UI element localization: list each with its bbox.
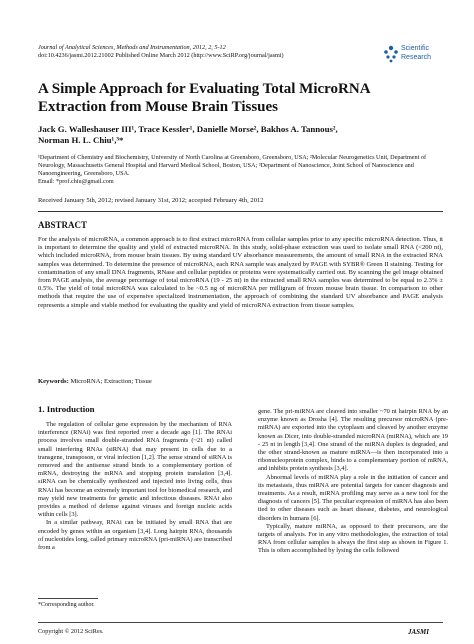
abstract-text: For the analysis of microRNA, a common approach is to first extract microRNA from cellular samples prior to any specific microRNA detection. Thus, it is important to determine the quality and yield of extracted microRNA. In this study, solid-phase extraction was used to isolate small RNA (<200 nt), which included microRNA, from mouse brain tissues. By using standard UV absorbance measurements, the amount of small RNA in the extracted RNA samples was determined. To determine the presence of microRNA, each RNA sample was analyzed by PAGE with SYBR® Green II staining. Testing for contamination of any small DNA fragments, RNase and cellular peptides or proteins were systematically carried out. By scanning the gel image obtained from PAGE analysis, the average percentage of total microRNA (19 - 25 nt) in the extracted small RNA samples was determined to be equal to 2.3% ± 0.5%. The yield of total microRNA was calculated to be ~0.5 ng of microRNA per milligram of frozen mouse brain tissue. In comparison to other methods that require the use of expensive specialized instrumentation, the approach of combining the standard UV absorbance and PAGE analysis represents a simple and viable method for evaluating the quality and yield of microRNA extraction from tissue samples.	[38, 236, 443, 309]
author-email: Email: *prof.chiu@gmail.com	[38, 178, 114, 185]
right-column	[258, 408, 448, 556]
doi-line: doi:10.4236/jasmi.2012.21002 Published Online March 2012 (http://www.SciRP.org/journal/jasmi)	[38, 52, 284, 59]
left-column	[38, 421, 232, 552]
intro-paragraph-2: In a similar pathway, RNAi can be initiated by small RNA that are encoded by genes within an organism [3,4]. Long hairpin RNA, thousands of nucleotides long, called primary microRNA (pri-miRNA) are transcribed from a	[38, 519, 232, 552]
logo-line-1: Scientific	[401, 45, 430, 52]
intro-paragraph-4: Abnormal levels of miRNA play a role in the initiation of cancer and its metastasis, thus miRNA are potential targets for cancer diagnosis and treatments. As a result, miRNA profiling may serve as a new tool for the diagnosis of cancers [5]. The peculiar expression of miRNA has also been tied to other diseases such as heart disease, diabetes, and neurological disorders in humans [6].	[258, 473, 448, 522]
abstract-heading: ABSTRACT	[38, 220, 88, 230]
author-list	[38, 124, 438, 146]
footnote-divider	[38, 598, 98, 599]
logo-line-2: Research	[401, 53, 431, 61]
keywords	[38, 378, 152, 386]
publisher-name	[401, 45, 431, 62]
intro-paragraph-1: The regulation of cellular gene expression by the mechanism of RNA interference (RNAi) was first reported over a decade ago [1]. The RNAi process involves small double-stranded RNA fragments (~21 nt) called small interfering RNAs (siRNA) that may present in cells due to a transgene, transposon, or viral infection [1,2]. The sense strand of siRNA is removed and the antisense strand binds to a complementary portion of mRNA, destroying the mRNA and stopping protein translation [3,4]. siRNA can be chemically synthesized and injected into living cells, thus RNAi has become an extremely important tool for biomedical research, and may yield new treatments for genetic and infectious diseases. RNAi also provides a method of defense against viruses and foreign nucleic acids within cells [3].	[38, 421, 232, 519]
footnote: *Corresponding author.	[38, 602, 95, 608]
introduction-heading: 1. Introduction	[38, 404, 95, 414]
paper-title: A Simple Approach for Evaluating Total MicroRNA Extraction from Mouse Brain Tissues	[38, 81, 370, 115]
affiliations	[38, 154, 443, 186]
intro-paragraph-5: Typically, mature miRNA, as opposed to their precursors, are the targets of analysis. For in any vitro methodologies, the extraction of total RNA from cellular samples is always the first step as shown in Figure 1. This is often accomplished by lysing the cells followed	[258, 522, 448, 555]
journal-header	[38, 44, 284, 60]
affiliation-text: ¹Department of Chemistry and Biochemistry, University of North Carolina at Greensboro, Greensboro, USA; ²Molecular Neurogenetics Unit, Department of Neurology, Massachusetts General Hospital and Harvard Medical School, Boston, USA; ³Department of Nanoscience, Joint School of Nanoscience and Nanoengineering, Greensboro, USA.	[38, 154, 427, 177]
journal-citation: Journal of Analytical Sciences, Methods and Instrumentation, 2012, 2, 5-12	[38, 44, 226, 51]
divider	[38, 211, 443, 212]
journal-abbrev: JASMI	[408, 628, 430, 636]
footer-divider	[38, 622, 443, 623]
scirp-logo-icon	[382, 44, 400, 64]
intro-paragraph-3: gene. The pri-miRNA are cleaved into smaller ~70 nt hairpin RNA by an enzyme known as Drosha [4]. The resulting precursor microRNA (pre-miRNA) are exported into the cytoplasm and cleaved by another enzyme known as Dicer, into double-stranded microRNA (miRNA), which are 19 - 25 nt in length [3,4]. One strand of the miRNA duplex is degraded, and the other strand-known as mature miRNA—is then incorporated into a ribonucleoprotein complex, binds to a complementary portion of mRNA, and inhibits protein synthesis [3,4].	[258, 408, 448, 473]
received-dates: Received January 5th, 2012; revised January 31st, 2012; accepted February 4th, 2012	[38, 197, 264, 204]
authors-line-1: Jack G. Walleshauser III¹, Trace Kessler¹, Danielle Morse², Bakhos A. Tannous²,	[38, 124, 338, 134]
keywords-label: Keywords:	[38, 378, 69, 385]
copyright: Copyright © 2012 SciRes.	[38, 628, 104, 635]
publisher-logo	[382, 44, 446, 66]
authors-line-2: Norman H. L. Chiu¹,³*	[38, 135, 124, 145]
keywords-value: MicroRNA; Extraction; Tissue	[70, 378, 152, 385]
